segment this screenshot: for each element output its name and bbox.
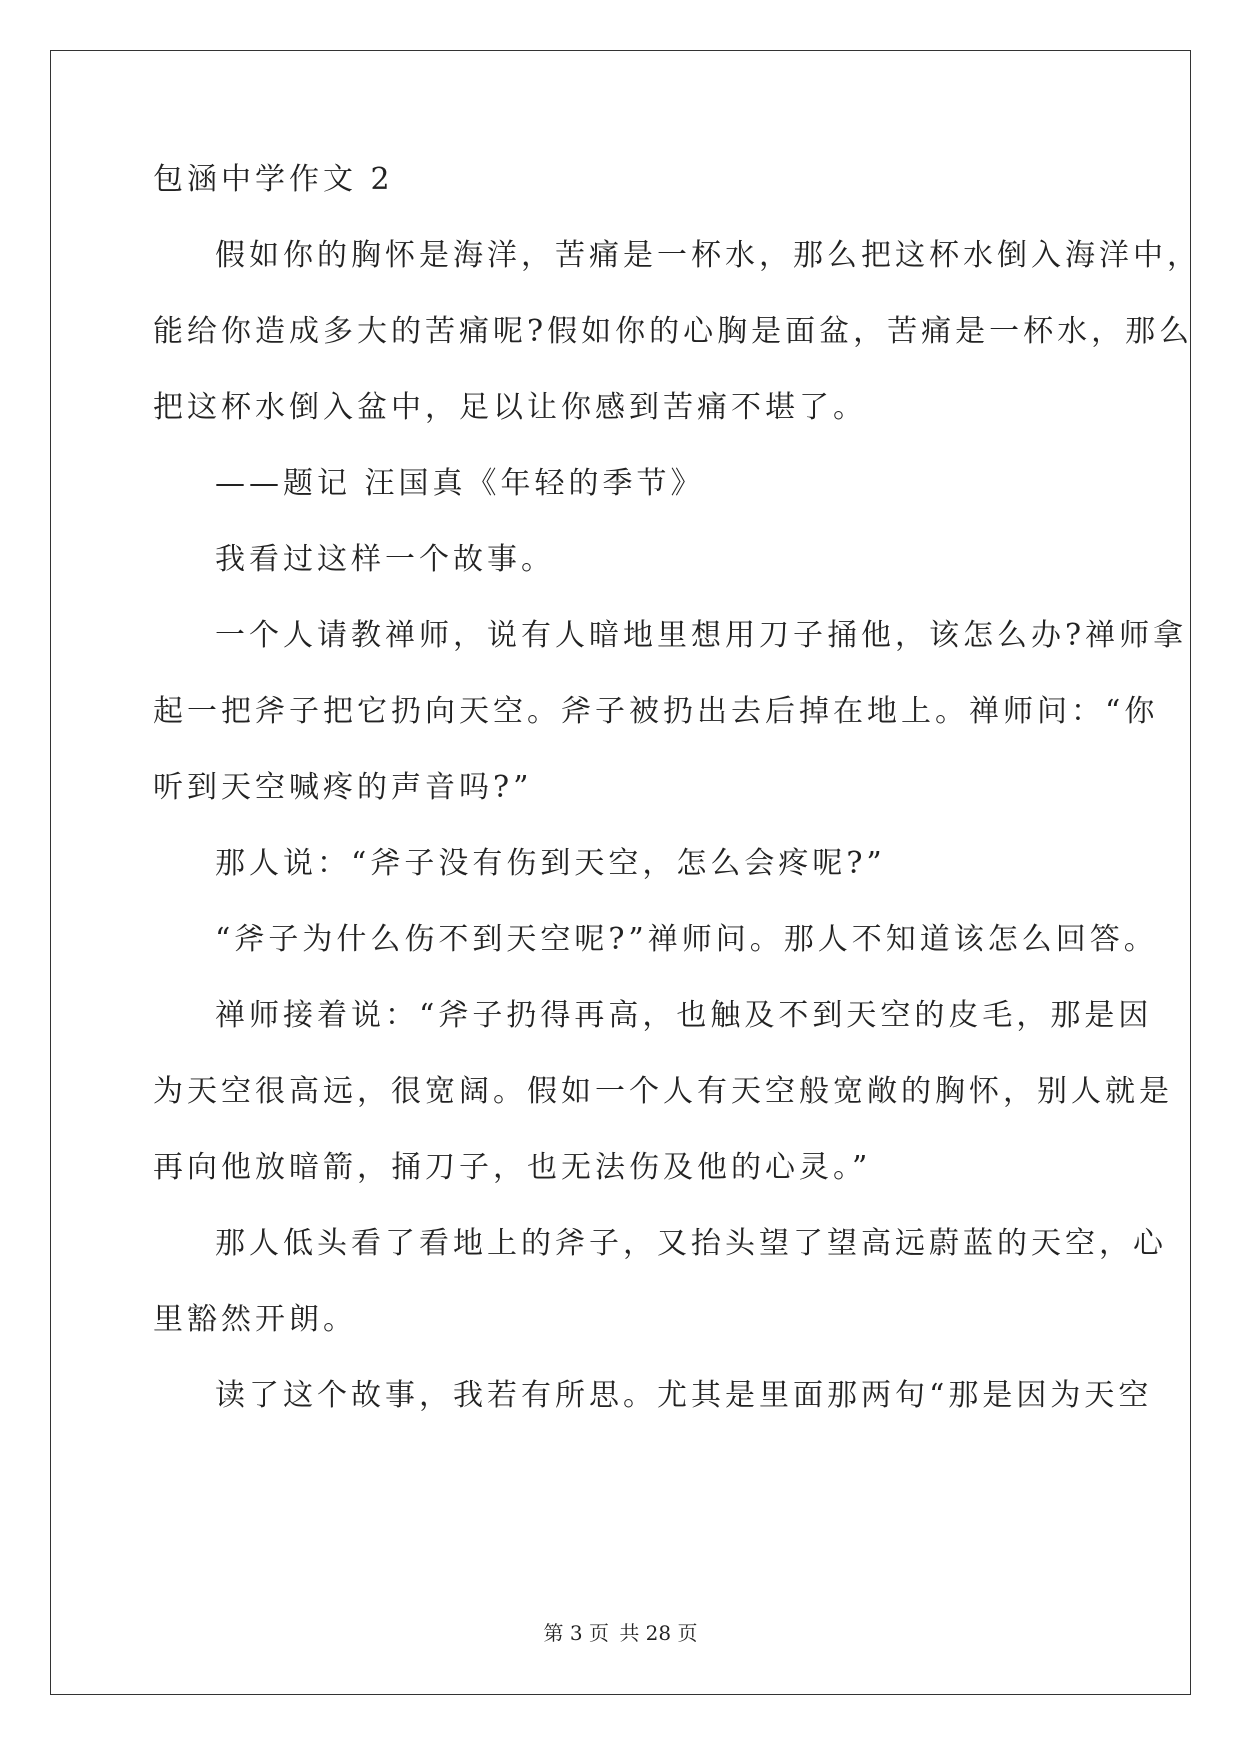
text-line: 听到天空喊疼的声音吗?” xyxy=(153,770,533,805)
text-line: 里豁然开朗。 xyxy=(153,1302,357,1337)
document-title: 包涵中学作文 2 xyxy=(153,162,394,197)
text-line: 读了这个故事，我若有所思。尤其是里面那两句“那是因为天空 xyxy=(215,1378,1153,1413)
text-line: 禅师接着说：“斧子扔得再高，也触及不到天空的皮毛，那是因 xyxy=(215,998,1153,1033)
text-line: 再向他放暗箭，捅刀子，也无法伤及他的心灵。” xyxy=(153,1150,872,1185)
page-footer xyxy=(0,1620,1241,1646)
text-line: 为天空很高远，很宽阔。假如一个人有天空般宽敞的胸怀，别人就是 xyxy=(153,1074,1173,1109)
text-line: 那人低头看了看地上的斧子，又抬头望了望高远蔚蓝的天空，心 xyxy=(215,1226,1167,1261)
text-line: 一个人请教禅师，说有人暗地里想用刀子捅他，该怎么办?禅师拿 xyxy=(215,618,1188,653)
text-line: 起一把斧子把它扔向天空。斧子被扔出去后掉在地上。禅师问：“你 xyxy=(153,694,1159,729)
text-line: 假如你的胸怀是海洋，苦痛是一杯水，那么把这杯水倒入海洋中， xyxy=(215,238,1201,273)
page-number: 第 3 页 xyxy=(543,1621,609,1645)
epigraph-line: ——题记 汪国真《年轻的季节》 xyxy=(215,466,705,501)
text-line: 把这杯水倒入盆中，足以让你感到苦痛不堪了。 xyxy=(153,390,867,425)
text-line: 能给你造成多大的苦痛呢?假如你的心胸是面盆，苦痛是一杯水，那么 xyxy=(153,314,1194,349)
text-line: “斧子为什么伤不到天空呢?”禅师问。那人不知道该怎么回答。 xyxy=(215,922,1158,957)
page-total: 共 28 页 xyxy=(619,1621,698,1645)
document-body xyxy=(153,160,1201,1452)
text-line: 我看过这样一个故事。 xyxy=(215,542,555,577)
text-line: 那人说：“斧子没有伤到天空，怎么会疼呢?” xyxy=(215,846,886,881)
